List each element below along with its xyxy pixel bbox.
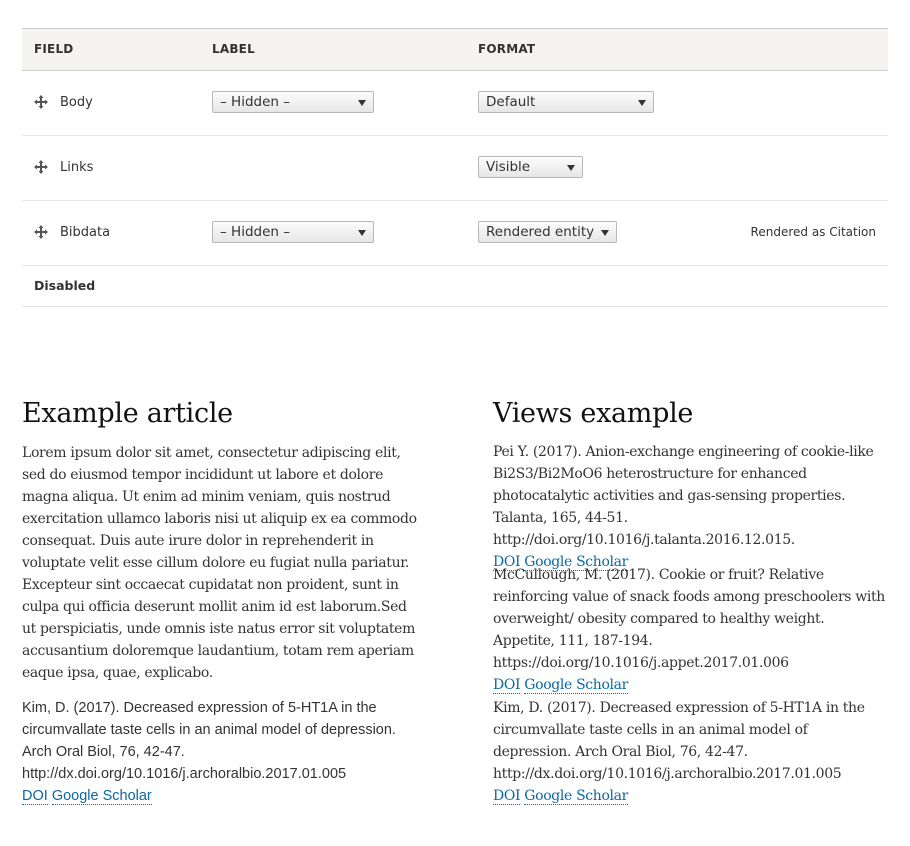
chevron-down-icon (358, 100, 366, 106)
citation-text: Kim, D. (2017). Decreased expression of 5-HT1A in the circumvallate taste cells in an animal model of depression. Arch Oral Biol, 76, 42-47. http://dx.doi.org/10.1016/j.archoralbio.2017.01.005 (493, 700, 865, 782)
table-header (22, 28, 888, 71)
views-title: Views example (493, 398, 694, 429)
doi-link[interactable]: DOI (493, 677, 521, 693)
label-select[interactable]: – Hidden – (212, 91, 374, 113)
citation-text: Kim, D. (2017). Decreased expression of 5-HT1A in the circumvallate taste cells in an animal model of depression. Arch Oral Biol, 76, 42-47. http://dx.doi.org/10.1016/j.archoralbio.2017.01.005 (22, 700, 396, 782)
doi-link[interactable]: DOI (22, 788, 48, 804)
field-name: Links (60, 160, 94, 175)
format-select[interactable]: Default (478, 91, 654, 113)
column-header-label: LABEL (212, 42, 255, 56)
column-header-field: FIELD (34, 42, 74, 56)
views-example (493, 398, 888, 430)
format-select[interactable]: Rendered entity (478, 221, 617, 243)
field-name: Body (60, 95, 93, 110)
chevron-down-icon (358, 230, 366, 236)
column-header-format: FORMAT (478, 42, 536, 56)
example-article (22, 398, 422, 684)
drag-handle-icon[interactable] (34, 225, 48, 239)
citation-text: Pei Y. (2017). Anion-exchange engineering of cookie-like Bi2S3/Bi2MoO6 heterostructure for enhanced photocatalytic activities and gas-sensing properties. Talanta, 165, 44-51. http://doi.org/10.1016/j.talanta.2016.12.015. (493, 444, 874, 548)
google-scholar-link[interactable]: Google Scholar (524, 554, 629, 570)
format-select[interactable]: Visible (478, 156, 583, 178)
article-title: Example article (22, 398, 233, 429)
drag-handle-icon[interactable] (34, 160, 48, 174)
format-summary: Rendered as Citation (750, 225, 876, 239)
disabled-section-header: Disabled (22, 266, 888, 307)
list-item (493, 564, 888, 696)
chevron-down-icon (567, 165, 575, 171)
doi-link[interactable]: DOI (493, 554, 521, 570)
table-row (22, 71, 888, 136)
google-scholar-link[interactable]: Google Scholar (524, 677, 629, 693)
citation-text: McCullough, M. (2017). Cookie or fruit? Relative reinforcing value of snack foods among preschoolers with overweight/ obesity compared to healthy weight. Appetite, 111, 187-194. https://doi.org/10.1016/j.appet.2017.01.006 (493, 567, 885, 671)
table-row (22, 201, 888, 266)
google-scholar-link[interactable]: Google Scholar (51, 788, 152, 804)
chevron-down-icon (601, 230, 609, 236)
list-item (493, 441, 888, 573)
table-row (22, 136, 888, 201)
article-body: Lorem ipsum dolor sit amet, consectetur adipiscing elit, sed do eiusmod tempor incididunt ut labore et dolore magna aliqua. Ut enim ad minim veniam, quis nostrud exercitation ullamco laboris nisi ut aliquip ex ea commodo consequat. Duis aute irure dolor in reprehenderit in voluptate velit esse cillum dolore eu fugiat nulla pariatur. Excepteur sint occaecat cupidatat non proident, sunt in culpa qui officia deserunt mollit anim id est laborum.Sed ut perspiciatis, unde omnis iste natus error sit voluptatem accusantium doloremque laudantium, totam rem aperiam eaque ipsa, quae, explicabo. (22, 445, 417, 681)
doi-link[interactable]: DOI (493, 788, 521, 804)
field-display-table (22, 28, 888, 307)
field-name: Bibdata (60, 225, 111, 240)
drag-handle-icon[interactable] (34, 95, 48, 109)
chevron-down-icon (638, 100, 646, 106)
label-select[interactable]: – Hidden – (212, 221, 374, 243)
article-citation (22, 697, 414, 807)
list-item (493, 697, 888, 807)
google-scholar-link[interactable]: Google Scholar (524, 788, 629, 804)
